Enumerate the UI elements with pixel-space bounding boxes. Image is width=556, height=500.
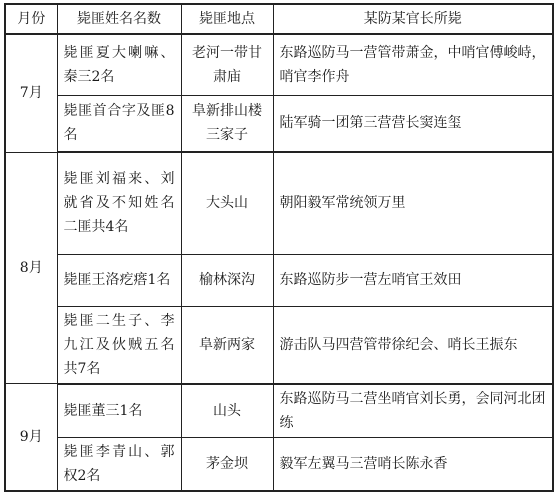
header-month: 月份 — [5, 4, 57, 34]
bandit-cell: 毙匪首合字及匪8名 — [57, 95, 181, 152]
place-cell: 山头 — [181, 384, 273, 438]
table-row — [5, 152, 553, 254]
place-cell: 茅金坝 — [181, 437, 273, 491]
header-bandit: 毙匪姓名名数 — [57, 4, 181, 34]
month-cell: 8月 — [5, 152, 57, 384]
bandit-cell: 毙匪二生子、李九江及伙贼五名共7名 — [57, 306, 181, 384]
month-cell: 9月 — [5, 384, 57, 491]
header-place: 毙匪地点 — [181, 4, 273, 34]
table-row — [5, 34, 553, 95]
place-cell: 阜新两家 — [181, 306, 273, 384]
officer-cell: 东路巡防步一营左哨官王效田 — [273, 254, 553, 306]
place-cell: 大头山 — [181, 152, 273, 254]
bandit-cell: 毙匪李青山、郭权2名 — [57, 437, 181, 491]
table-row — [5, 384, 553, 438]
table-row — [5, 306, 553, 384]
officer-cell: 东路巡防马一营管带萧金，中哨官傅峻峙，哨官李作舟 — [273, 34, 553, 95]
header-row — [5, 4, 553, 34]
month-cell: 7月 — [5, 34, 57, 152]
bandit-cell: 毙匪刘福来、刘就省及不知姓名二匪共4名 — [57, 152, 181, 254]
bandit-cell: 毙匪董三1名 — [57, 384, 181, 438]
place-cell: 阜新排山楼三家子 — [181, 95, 273, 152]
table-row — [5, 254, 553, 306]
officer-cell: 东路巡防马二营坐哨官刘长勇，会同河北团练 — [273, 384, 553, 438]
place-cell: 榆林深沟 — [181, 254, 273, 306]
officer-cell: 陆军骑一团第三营营长窦连玺 — [273, 95, 553, 152]
bandit-cell: 毙匪王洛疙瘩1名 — [57, 254, 181, 306]
place-cell: 老河一带甘肃庙 — [181, 34, 273, 95]
table-row — [5, 437, 553, 491]
officer-cell: 游击队马四营管带徐纪会、哨长王振东 — [273, 306, 553, 384]
bandit-cell: 毙匪夏大喇嘛、秦三2名 — [57, 34, 181, 95]
officer-cell: 毅军左翼马三营哨长陈永香 — [273, 437, 553, 491]
officer-cell: 朝阳毅军常统领万里 — [273, 152, 553, 254]
table-row — [5, 95, 553, 152]
header-officer: 某防某官长所毙 — [273, 4, 553, 34]
bandit-record-table — [4, 3, 554, 492]
